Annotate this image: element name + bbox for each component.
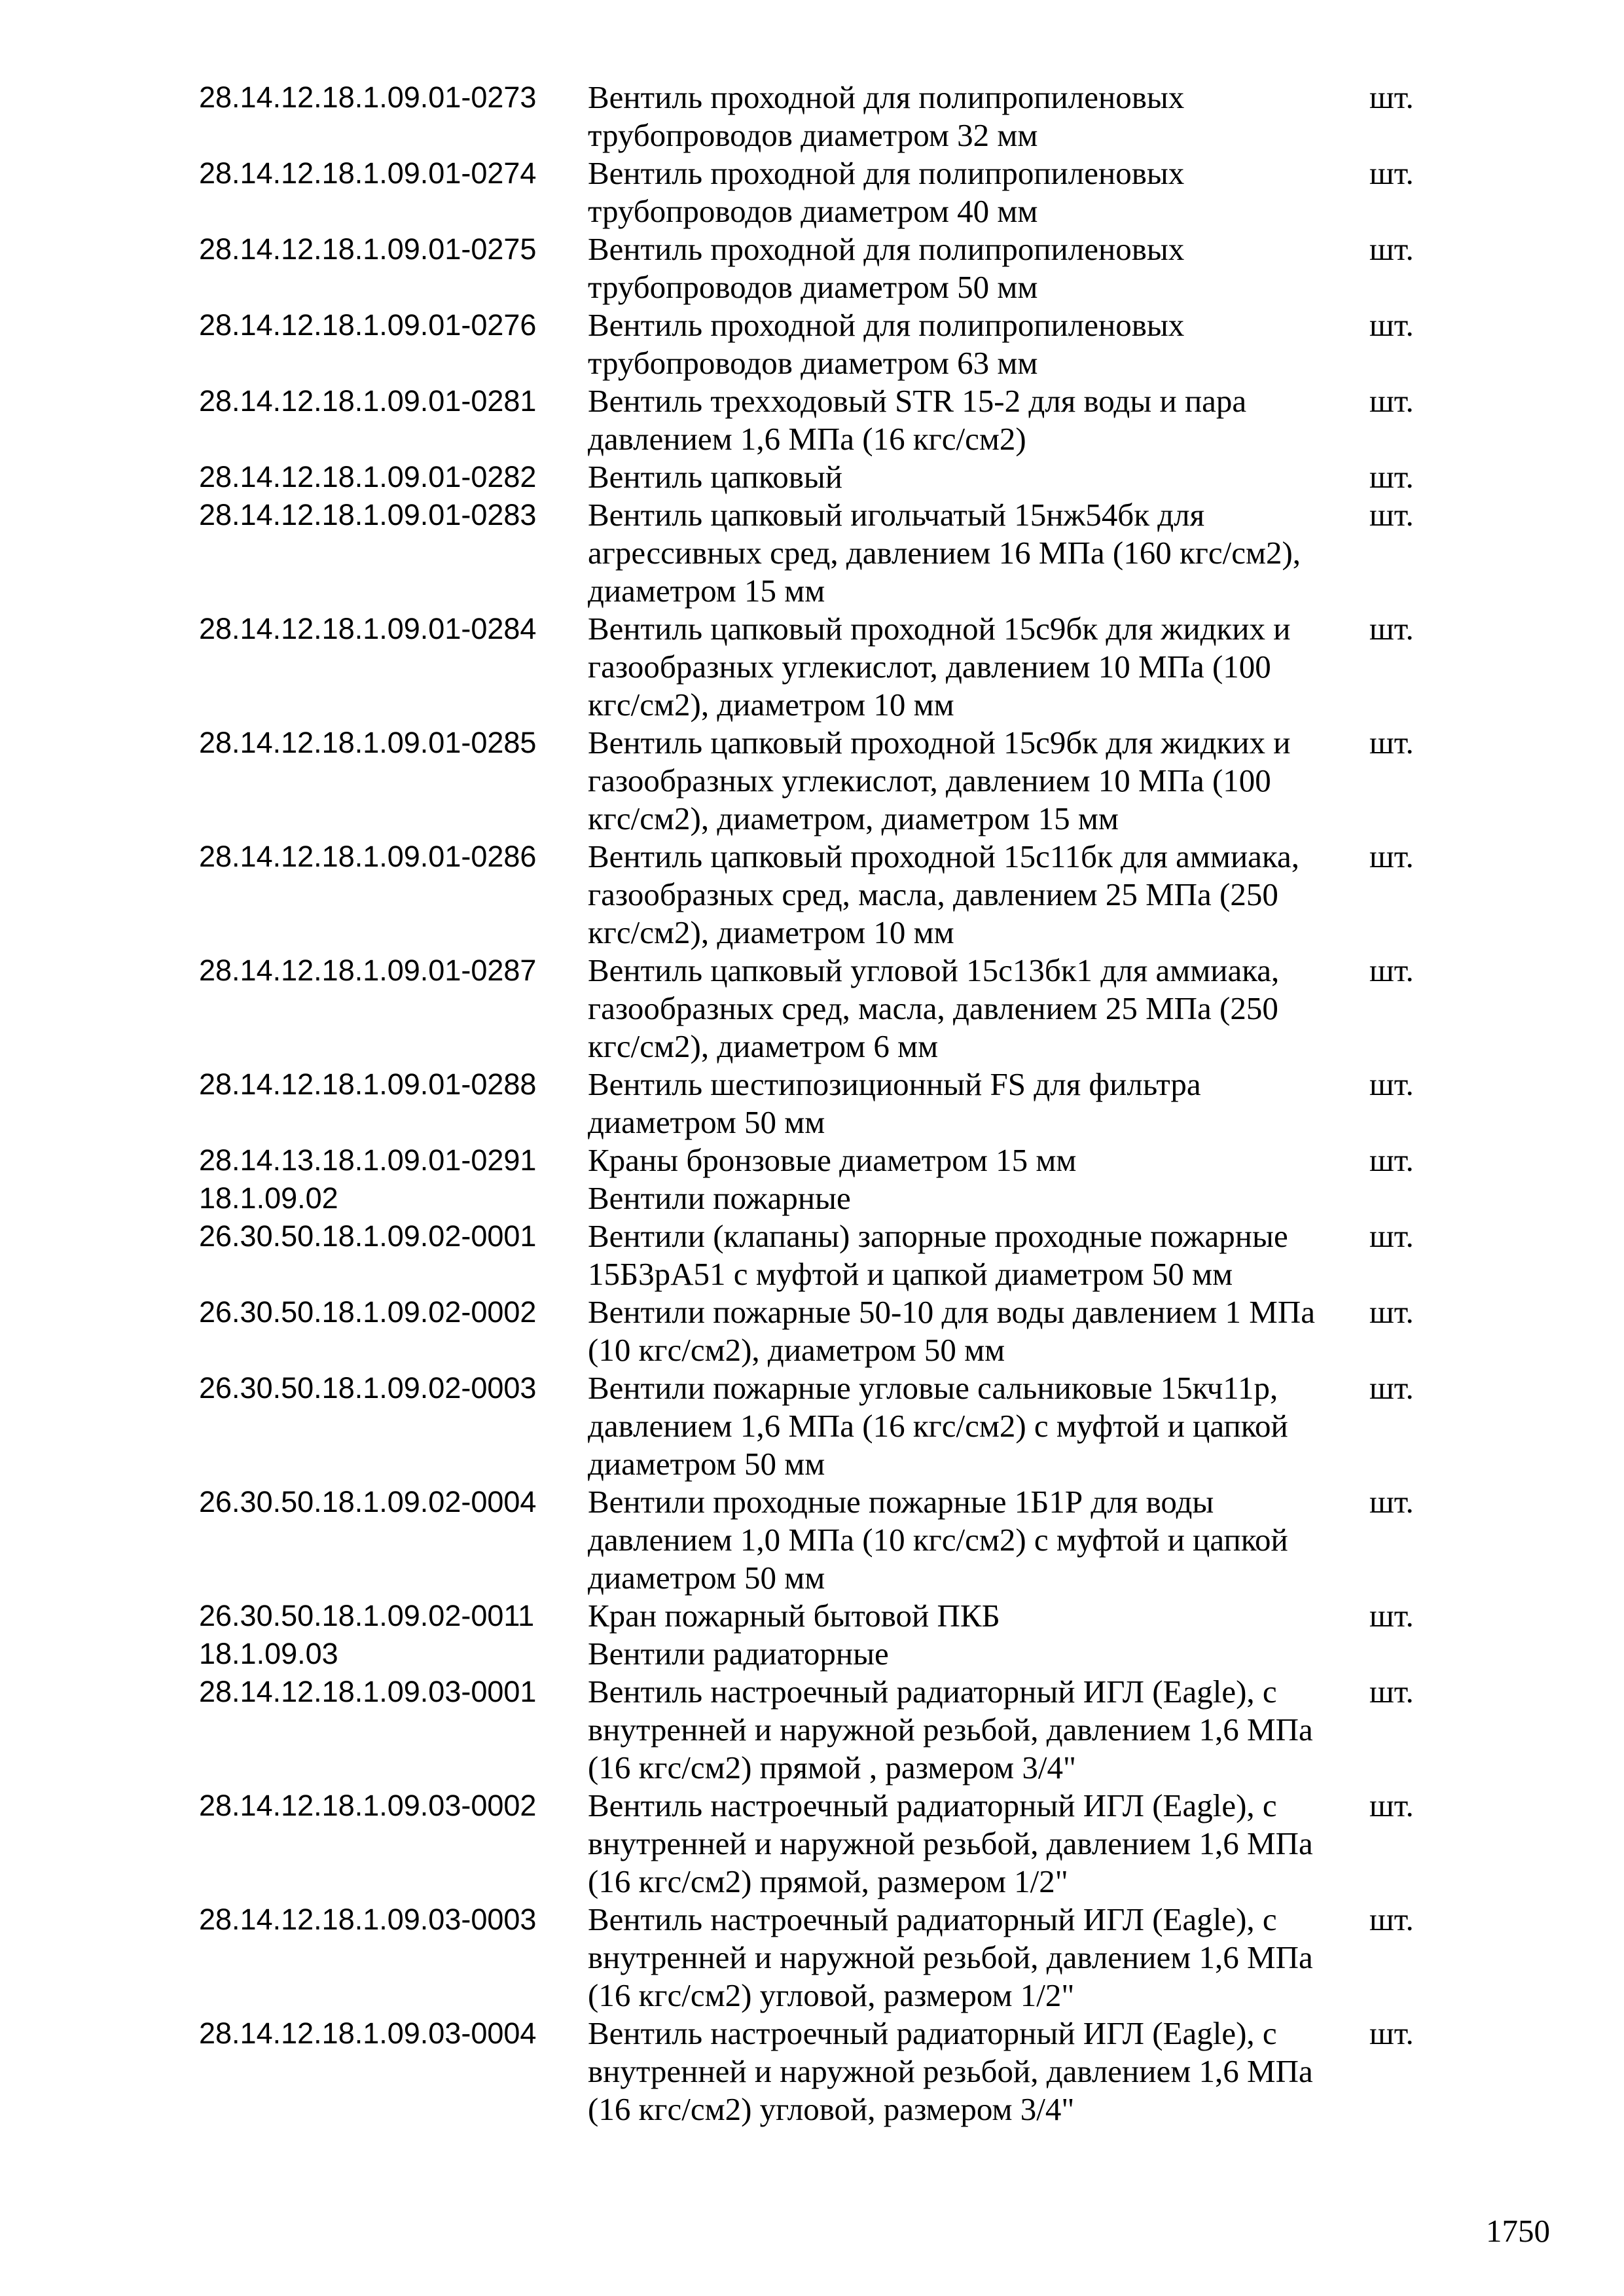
- item-code: 28.14.12.18.1.09.03-0004: [199, 2017, 537, 2050]
- description-line: Вентиль цапковый игольчатый 15нж54бк для: [588, 497, 1205, 533]
- item-code: 28.14.12.18.1.09.01-0281: [199, 384, 537, 418]
- description-line: давлением 1,6 МПа (16 кгс/см2) с муфтой и цапкой: [588, 1408, 1288, 1444]
- item-code: 28.14.12.18.1.09.03-0002: [199, 1789, 537, 1822]
- description-line: (16 кгс/см2) прямой, размером 1/2": [588, 1863, 1068, 1899]
- item-unit: шт.: [1369, 1066, 1414, 1102]
- item-unit: шт.: [1369, 1674, 1414, 1710]
- description-line: Вентиль цапковый проходной 15с9бк для жидких и: [588, 725, 1291, 761]
- item-unit: шт.: [1369, 155, 1414, 191]
- table-row: [0, 496, 1624, 610]
- description-line: газообразных углекислот, давлением 10 МПа (100: [588, 649, 1271, 685]
- description-line: трубопроводов диаметром 50 мм: [588, 269, 1038, 305]
- item-code: 28.14.12.18.1.09.01-0283: [199, 498, 537, 531]
- item-unit: шт.: [1369, 307, 1414, 343]
- table-row: [0, 2015, 1624, 2128]
- item-unit: шт.: [1369, 497, 1414, 533]
- item-description: [588, 1179, 1347, 1217]
- item-description: [588, 458, 1347, 496]
- item-code: 28.14.12.18.1.09.03-0003: [199, 1903, 537, 1936]
- description-line: давлением 1,6 МПа (16 кгс/см2): [588, 421, 1026, 457]
- item-unit: шт.: [1369, 1484, 1414, 1520]
- item-description: [588, 1635, 1347, 1673]
- item-code: 26.30.50.18.1.09.02-0011: [199, 1599, 535, 1632]
- item-description: [588, 1369, 1347, 1483]
- item-description: [588, 306, 1347, 382]
- item-description: [588, 1293, 1347, 1369]
- item-unit: шт.: [1369, 1370, 1414, 1406]
- description-line: Вентиль настроечный радиаторный ИГЛ (Eagle), с: [588, 1901, 1277, 1937]
- description-line: Вентиль проходной для полипропиленовых: [588, 79, 1185, 115]
- description-line: Вентиль цапковый проходной 15с9бк для жидких и: [588, 611, 1291, 647]
- description-line: диаметром 15 мм: [588, 573, 825, 609]
- item-description: [588, 838, 1347, 952]
- table-row: [0, 230, 1624, 306]
- item-unit: шт.: [1369, 952, 1414, 988]
- table-row: [0, 1787, 1624, 1901]
- description-line: Вентили пожарные угловые сальниковые 15кч11р,: [588, 1370, 1278, 1406]
- table-row: [0, 610, 1624, 724]
- description-line: (16 кгс/см2) прямой , размером 3/4": [588, 1749, 1077, 1785]
- description-line: кгс/см2), диаметром 10 мм: [588, 914, 954, 950]
- description-line: внутренней и наружной резьбой, давлением 1,6 МПа: [588, 1939, 1313, 1975]
- item-description: [588, 2015, 1347, 2128]
- description-line: Вентиль проходной для полипропиленовых: [588, 231, 1185, 267]
- description-line: внутренней и наружной резьбой, давлением 1,6 МПа: [588, 1712, 1313, 1748]
- item-description: [588, 496, 1347, 610]
- item-code: 28.14.12.18.1.09.01-0288: [199, 1067, 537, 1101]
- item-unit: шт.: [1369, 1598, 1414, 1634]
- description-line: 15Б3рА51 с муфтой и цапкой диаметром 50 мм: [588, 1256, 1233, 1292]
- table-row: [0, 1901, 1624, 2015]
- table-row: [0, 1141, 1624, 1179]
- description-line: Вентиль шестипозиционный FS для фильтра: [588, 1066, 1201, 1102]
- description-line: диаметром 50 мм: [588, 1560, 825, 1596]
- item-code: 28.14.12.18.1.09.01-0284: [199, 612, 537, 645]
- table-row: [0, 724, 1624, 838]
- item-code: 28.14.12.18.1.09.01-0285: [199, 726, 537, 759]
- item-code: 28.14.12.18.1.09.03-0001: [199, 1675, 537, 1708]
- description-line: трубопроводов диаметром 40 мм: [588, 193, 1038, 229]
- item-unit: шт.: [1369, 1787, 1414, 1823]
- description-line: Вентили (клапаны) запорные проходные пожарные: [588, 1218, 1288, 1254]
- description-line: трубопроводов диаметром 63 мм: [588, 345, 1038, 381]
- item-unit: шт.: [1369, 2015, 1414, 2051]
- item-unit: шт.: [1369, 1901, 1414, 1937]
- item-description: [588, 1597, 1347, 1635]
- description-line: Вентили пожарные: [588, 1180, 851, 1216]
- item-description: [588, 382, 1347, 458]
- item-unit: шт.: [1369, 459, 1414, 495]
- description-line: внутренней и наружной резьбой, давлением 1,6 МПа: [588, 1825, 1313, 1861]
- item-description: [588, 1673, 1347, 1787]
- item-description: [588, 1141, 1347, 1179]
- description-line: кгс/см2), диаметром 6 мм: [588, 1028, 939, 1064]
- item-description: [588, 1217, 1347, 1293]
- description-line: Вентиль цапковый проходной 15с11бк для аммиака,: [588, 838, 1299, 874]
- table-row: [0, 1217, 1624, 1293]
- item-code: 28.14.12.18.1.09.01-0273: [199, 81, 537, 114]
- description-line: газообразных сред, масла, давлением 25 МПа (250: [588, 990, 1278, 1026]
- item-description: [588, 79, 1347, 154]
- table-row: [0, 838, 1624, 952]
- item-unit: шт.: [1369, 838, 1414, 874]
- description-line: Кран пожарный бытовой ПКБ: [588, 1598, 1000, 1634]
- table-row: [0, 1369, 1624, 1483]
- item-unit: шт.: [1369, 725, 1414, 761]
- description-line: агрессивных сред, давлением 16 МПа (160 кгс/см2),: [588, 535, 1301, 571]
- description-line: Краны бронзовые диаметром 15 мм: [588, 1142, 1077, 1178]
- description-line: газообразных углекислот, давлением 10 МПа (100: [588, 762, 1271, 798]
- description-line: Вентили радиаторные: [588, 1636, 889, 1672]
- description-line: Вентиль цапковый угловой 15с13бк1 для аммиака,: [588, 952, 1280, 988]
- description-line: Вентиль проходной для полипропиленовых: [588, 307, 1185, 343]
- item-code: 26.30.50.18.1.09.02-0002: [199, 1295, 537, 1329]
- description-line: Вентиль цапковый: [588, 459, 842, 495]
- table-row: [0, 458, 1624, 496]
- table-row: [0, 154, 1624, 230]
- description-line: внутренней и наружной резьбой, давлением 1,6 МПа: [588, 2053, 1313, 2089]
- item-description: [588, 1901, 1347, 2015]
- item-unit: шт.: [1369, 611, 1414, 647]
- description-line: (16 кгс/см2) угловой, размером 1/2": [588, 1977, 1075, 2013]
- description-line: Вентиль настроечный радиаторный ИГЛ (Eagle), с: [588, 1674, 1277, 1710]
- item-unit: шт.: [1369, 79, 1414, 115]
- description-line: Вентиль проходной для полипропиленовых: [588, 155, 1185, 191]
- item-description: [588, 610, 1347, 724]
- item-description: [588, 1066, 1347, 1141]
- description-line: Вентили пожарные 50-10 для воды давлением 1 МПа: [588, 1294, 1315, 1330]
- item-description: [588, 952, 1347, 1066]
- item-code: 28.14.12.18.1.09.01-0276: [199, 308, 537, 342]
- description-line: (10 кгс/см2), диаметром 50 мм: [588, 1332, 1005, 1368]
- item-code: 28.14.12.18.1.09.01-0274: [199, 156, 537, 190]
- item-code: 18.1.09.03: [199, 1637, 338, 1670]
- item-code: 26.30.50.18.1.09.02-0001: [199, 1219, 537, 1253]
- item-unit: шт.: [1369, 231, 1414, 267]
- item-description: [588, 1483, 1347, 1597]
- item-code: 28.14.12.18.1.09.01-0282: [199, 460, 537, 493]
- table-row: [0, 1597, 1624, 1635]
- description-line: Вентиль трехходовый STR 15-2 для воды и пара: [588, 383, 1247, 419]
- item-unit: шт.: [1369, 1294, 1414, 1330]
- table-row: [0, 1635, 1624, 1673]
- description-line: кгс/см2), диаметром, диаметром 15 мм: [588, 800, 1119, 836]
- item-code: 26.30.50.18.1.09.02-0004: [199, 1485, 537, 1518]
- item-code: 18.1.09.02: [199, 1181, 338, 1215]
- description-line: давлением 1,0 МПа (10 кгс/см2) с муфтой и цапкой: [588, 1522, 1288, 1558]
- item-code: 28.14.12.18.1.09.01-0287: [199, 954, 537, 987]
- item-description: [588, 230, 1347, 306]
- table-row: [0, 306, 1624, 382]
- table-row: [0, 1179, 1624, 1217]
- description-line: Вентиль настроечный радиаторный ИГЛ (Eagle), с: [588, 2015, 1277, 2051]
- page-number: 1750: [1486, 2213, 1550, 2249]
- item-description: [588, 1787, 1347, 1901]
- table-row: [0, 1066, 1624, 1141]
- item-unit: шт.: [1369, 383, 1414, 419]
- item-unit: шт.: [1369, 1218, 1414, 1254]
- table-row: [0, 1673, 1624, 1787]
- description-line: диаметром 50 мм: [588, 1446, 825, 1482]
- description-line: (16 кгс/см2) угловой, размером 3/4": [588, 2091, 1075, 2127]
- description-line: трубопроводов диаметром 32 мм: [588, 117, 1038, 153]
- item-code: 26.30.50.18.1.09.02-0003: [199, 1371, 537, 1405]
- item-unit: шт.: [1369, 1142, 1414, 1178]
- description-line: газообразных сред, масла, давлением 25 МПа (250: [588, 876, 1278, 912]
- item-description: [588, 154, 1347, 230]
- table-row: [0, 952, 1624, 1066]
- table-row: [0, 79, 1624, 154]
- description-line: кгс/см2), диаметром 10 мм: [588, 687, 954, 723]
- item-code: 28.14.12.18.1.09.01-0286: [199, 840, 537, 873]
- item-description: [588, 724, 1347, 838]
- description-line: Вентиль настроечный радиаторный ИГЛ (Eagle), с: [588, 1787, 1277, 1823]
- table-row: [0, 382, 1624, 458]
- description-line: Вентили проходные пожарные 1Б1Р для воды: [588, 1484, 1214, 1520]
- item-code: 28.14.12.18.1.09.01-0275: [199, 232, 537, 266]
- item-code: 28.14.13.18.1.09.01-0291: [199, 1143, 537, 1177]
- table-row: [0, 1293, 1624, 1369]
- description-line: диаметром 50 мм: [588, 1104, 825, 1140]
- table-row: [0, 1483, 1624, 1597]
